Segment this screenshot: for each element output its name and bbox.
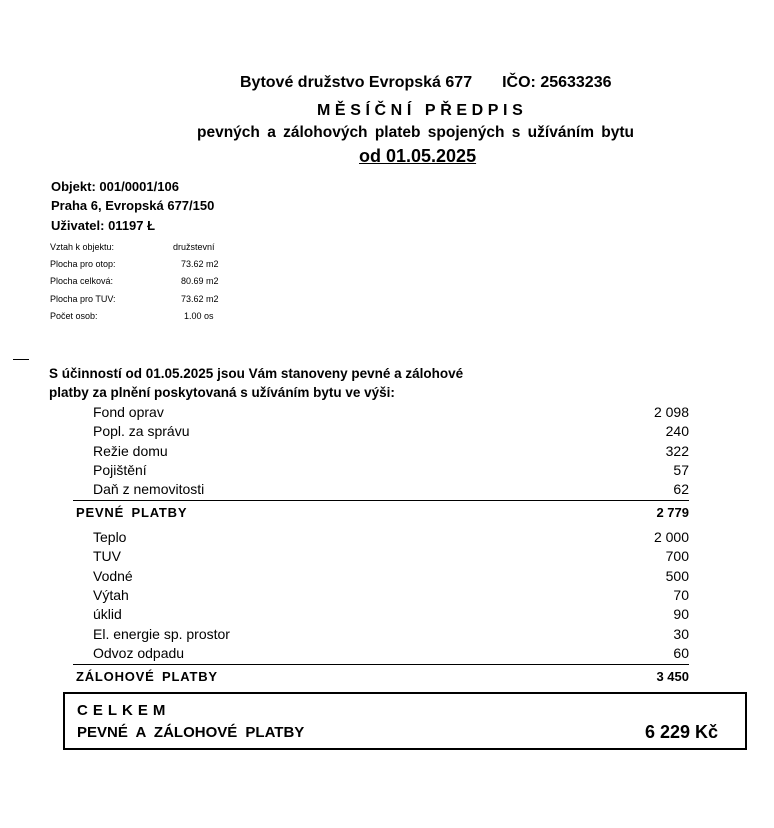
attr-label-heating-area: Plocha pro otop: bbox=[50, 259, 116, 269]
document-title: MĚSÍČNÍ PŘEDPIS bbox=[317, 102, 528, 119]
advance-item-amount: 500 bbox=[665, 568, 689, 584]
advance-item-amount: 700 bbox=[665, 548, 689, 564]
advance-item-label: Výtah bbox=[93, 587, 129, 603]
advance-total-label: ZÁLOHOVÉ PLATBY bbox=[76, 669, 218, 684]
advance-item-amount: 70 bbox=[673, 587, 689, 603]
grand-total-label: PEVNÉ A ZÁLOHOVÉ PLATBY bbox=[77, 724, 305, 741]
advance-item-label: úklid bbox=[93, 606, 122, 622]
advance-item-amount: 30 bbox=[673, 626, 689, 642]
advance-item-label: TUV bbox=[93, 548, 121, 564]
cooperative-header bbox=[240, 74, 612, 92]
fixed-item-label: Pojištění bbox=[93, 462, 147, 478]
advance-item-label: Teplo bbox=[93, 529, 127, 545]
document-subtitle: pevných a zálohových plateb spojených s užíváním bytu bbox=[197, 124, 635, 141]
advance-item-label: El. energie sp. prostor bbox=[93, 626, 230, 642]
grand-total-amount: 6 229 Kč bbox=[644, 722, 718, 742]
fixed-total-rule bbox=[73, 500, 689, 501]
object-address: Praha 6, Evropská 677/150 bbox=[51, 198, 215, 213]
user-id: Uživatel: 01197 Ł bbox=[51, 218, 156, 233]
margin-dash bbox=[13, 359, 29, 360]
fixed-item-amount: 57 bbox=[673, 462, 689, 478]
attr-label-tuv-area: Plocha pro TUV: bbox=[50, 294, 116, 304]
fixed-total-label: PEVNÉ PLATBY bbox=[76, 505, 188, 520]
advance-item-label: Odvoz odpadu bbox=[93, 645, 185, 661]
attr-value-persons: 1.00 os bbox=[184, 311, 214, 321]
advance-total-rule bbox=[73, 664, 689, 665]
cooperative-name: Bytové družstvo Evropská 677 bbox=[240, 74, 473, 91]
advance-item-amount: 2 000 bbox=[653, 529, 689, 545]
advance-total-amount: 3 450 bbox=[656, 669, 689, 684]
advance-item-amount: 60 bbox=[673, 645, 689, 661]
fixed-item-amount: 2 098 bbox=[653, 404, 689, 420]
fixed-item-label: Režie domu bbox=[93, 443, 168, 459]
attr-value-total-area: 80.69 m2 bbox=[181, 276, 219, 286]
fixed-item-label: Daň z nemovitosti bbox=[93, 481, 205, 497]
effective-date: od 01.05.2025 bbox=[359, 146, 477, 166]
intro-line-2: platby za plnění poskytovaná s užíváním bytu ve výši: bbox=[49, 385, 395, 400]
attr-label-total-area: Plocha celková: bbox=[50, 276, 114, 286]
advance-item-amount: 90 bbox=[673, 606, 689, 622]
attr-label-relation: Vztah k objektu: bbox=[50, 242, 115, 252]
fixed-item-label: Fond oprav bbox=[93, 404, 164, 420]
fixed-item-amount: 240 bbox=[665, 423, 689, 439]
attr-label-persons: Počet osob: bbox=[50, 311, 98, 321]
fixed-item-amount: 322 bbox=[665, 443, 689, 459]
attr-value-relation: družstevní bbox=[173, 242, 215, 252]
object-code: Objekt: 001/0001/106 bbox=[51, 179, 179, 194]
intro-line-1: S účinností od 01.05.2025 jsou Vám stanoveny pevné a zálohové bbox=[49, 366, 464, 381]
advance-item-label: Vodné bbox=[93, 568, 133, 584]
fixed-total-amount: 2 779 bbox=[656, 505, 689, 520]
grand-total-heading: CELKEM bbox=[77, 702, 171, 719]
attr-value-tuv-area: 73.62 m2 bbox=[181, 294, 219, 304]
ico-number: IČO: 25633236 bbox=[502, 74, 612, 91]
attr-value-heating-area: 73.62 m2 bbox=[181, 259, 219, 269]
fixed-item-amount: 62 bbox=[673, 481, 689, 497]
fixed-item-label: Popl. za správu bbox=[93, 423, 190, 439]
